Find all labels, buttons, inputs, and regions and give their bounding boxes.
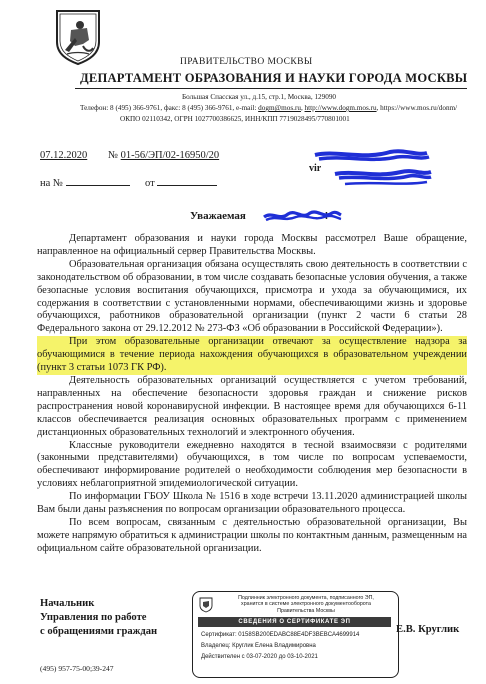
website-link[interactable]: http://www.dogm.mos.ru	[304, 104, 377, 112]
mos-ru-link[interactable]: , https://www.mos.ru/donm/	[376, 104, 458, 112]
department-codes: ОКПО 02110342, ОГРН 1027700386625, ИНН/КПП 7719028495/770801001	[120, 115, 350, 123]
stamp-emblem-icon	[199, 597, 213, 613]
stamp-header-line-1: Подлинник электронного документа, подписанного ЭП,	[238, 595, 374, 601]
number-label: №	[108, 150, 119, 161]
stamp-owner: Владелец: Круглик Елена Владимировна	[201, 643, 316, 649]
moscow-emblem-icon	[53, 8, 103, 66]
signatory-title	[40, 597, 157, 639]
contact-phone: (495) 957-75-00;39-247	[40, 664, 114, 673]
recipient-email-fragment: vir	[309, 163, 322, 174]
stamp-validity: Действителен с 03-07-2020 до 03-10-2021	[201, 654, 318, 660]
department-name: ДЕПАРТАМЕНТ ОБРАЗОВАНИЯ И НАУКИ ГОРОДА МОСКВЫ	[80, 71, 468, 85]
name-redaction-scribble	[262, 205, 342, 225]
reference-date-blank	[157, 175, 217, 186]
stamp-header	[220, 595, 392, 614]
department-address: Большая Спасская ул., д.15, стр.1, Москва, 129090	[182, 93, 337, 101]
contacts-phone-fax: Телефон: 8 (495) 366-9761, факс: 8 (495) 366-9761, e-mail:	[80, 104, 259, 112]
contacts-separator: ,	[300, 104, 305, 112]
body-paragraph-3-highlighted: При этом образовательные организации отвечают за осуществление надзора за обучающимися в течение периода нахождения обучающихся в образовательном учреждении (пункт 3 статьи 1073 ГК РФ).	[37, 336, 467, 374]
outgoing-date	[40, 150, 87, 161]
stamp-certificate-banner: СВЕДЕНИЯ О СЕРТИФИКАТЕ ЭП	[198, 617, 391, 627]
body-paragraph-4: Деятельность образовательных организаций осуществляется с учетом требований, направленных на обеспечение безопасности здоровья граждан и снижение рисков распространения новой коронавирусной инфекции. В настоящее время для обучающихся 6-11 классов обеспечивается реализация основных образовательных программ с применением дистанционных образовательных технологий и электронного обучения.	[37, 374, 467, 438]
outgoing-number	[108, 150, 219, 161]
letter-body	[37, 233, 467, 556]
reference-date-label: от	[145, 178, 155, 189]
email-link[interactable]: dogm@mos.ru	[258, 104, 301, 112]
stamp-certificate: Сертификат: 0158SB200EDABC88E4DF3BEBCA4699914	[201, 632, 360, 638]
signatory-title-line-1: Начальник	[40, 598, 95, 609]
signatory-title-line-2: Управления по работе	[40, 612, 147, 623]
redacted-recipient	[305, 148, 435, 186]
body-paragraph-7: По всем вопросам, связанным с деятельностью образовательной организации, Вы можете напрямую обратиться к администрации школы по контактным данным, размещенным на официальном сайте образовательной организации.	[37, 516, 467, 554]
body-paragraph-5: Классные руководители ежедневно находятся в тесной взаимосвязи с родителями (законными представителями) обучающихся, в том числе по вопросам успеваемости, обеспечивают информирование родителей о необходимости соблюдения мер безопасности в условиях неблагоприятной эпидемиологической ситуации.	[37, 439, 467, 490]
outgoing-date-value: 07.12.2020	[40, 150, 88, 161]
reference-number	[40, 175, 130, 189]
reference-date	[145, 175, 217, 189]
outgoing-number-value: 01-56/ЭП/02-16950/20	[120, 150, 220, 161]
body-paragraph-2: Образовательная организация обязана осуществлять свою деятельность в соответствии с законодательством об образовании, в том числе создавать безопасные условия обучения, а также безопасные условия воспитания обучающихся, присмотра и ухода за обучающимися, их содержания в соответствии с установленными нормами, обеспечивающими жизнь и здоровье обучающихся, работников образовательной организации (пункт 2 части 6 статьи 28 Федерального закона от 29.12.2012 № 273-ФЗ «Об образовании в Российской Федерации»).	[37, 258, 467, 335]
signatory-name: Е.В. Круглик	[396, 624, 460, 635]
department-contacts	[80, 104, 457, 112]
government-name: ПРАВИТЕЛЬСТВО МОСКВЫ	[180, 57, 313, 67]
stamp-header-line-2: хранится в системе электронного документооборота	[241, 601, 371, 608]
salutation-suffix: !	[324, 210, 329, 222]
salutation-prefix: Уважаемая	[190, 210, 249, 222]
reference-number-blank	[66, 175, 130, 186]
body-paragraph-6: По информации ГБОУ Школа № 1516 в ходе встречи 13.11.2020 администрацией школы Вам были даны разъяснения по вопросам организации образовательного процесса.	[37, 491, 467, 516]
body-paragraph-1: Департамент образования и науки города Москвы рассмотрел Ваше обращение, направленное на официальный сервер Правительства Москвы.	[37, 233, 467, 257]
signatory-title-line-3: с обращениями граждан	[40, 626, 158, 637]
header-divider	[75, 88, 467, 89]
electronic-signature-stamp	[192, 591, 399, 678]
stamp-header-line-3: Правительства Москвы	[277, 607, 335, 614]
reference-number-label: на №	[40, 178, 63, 189]
